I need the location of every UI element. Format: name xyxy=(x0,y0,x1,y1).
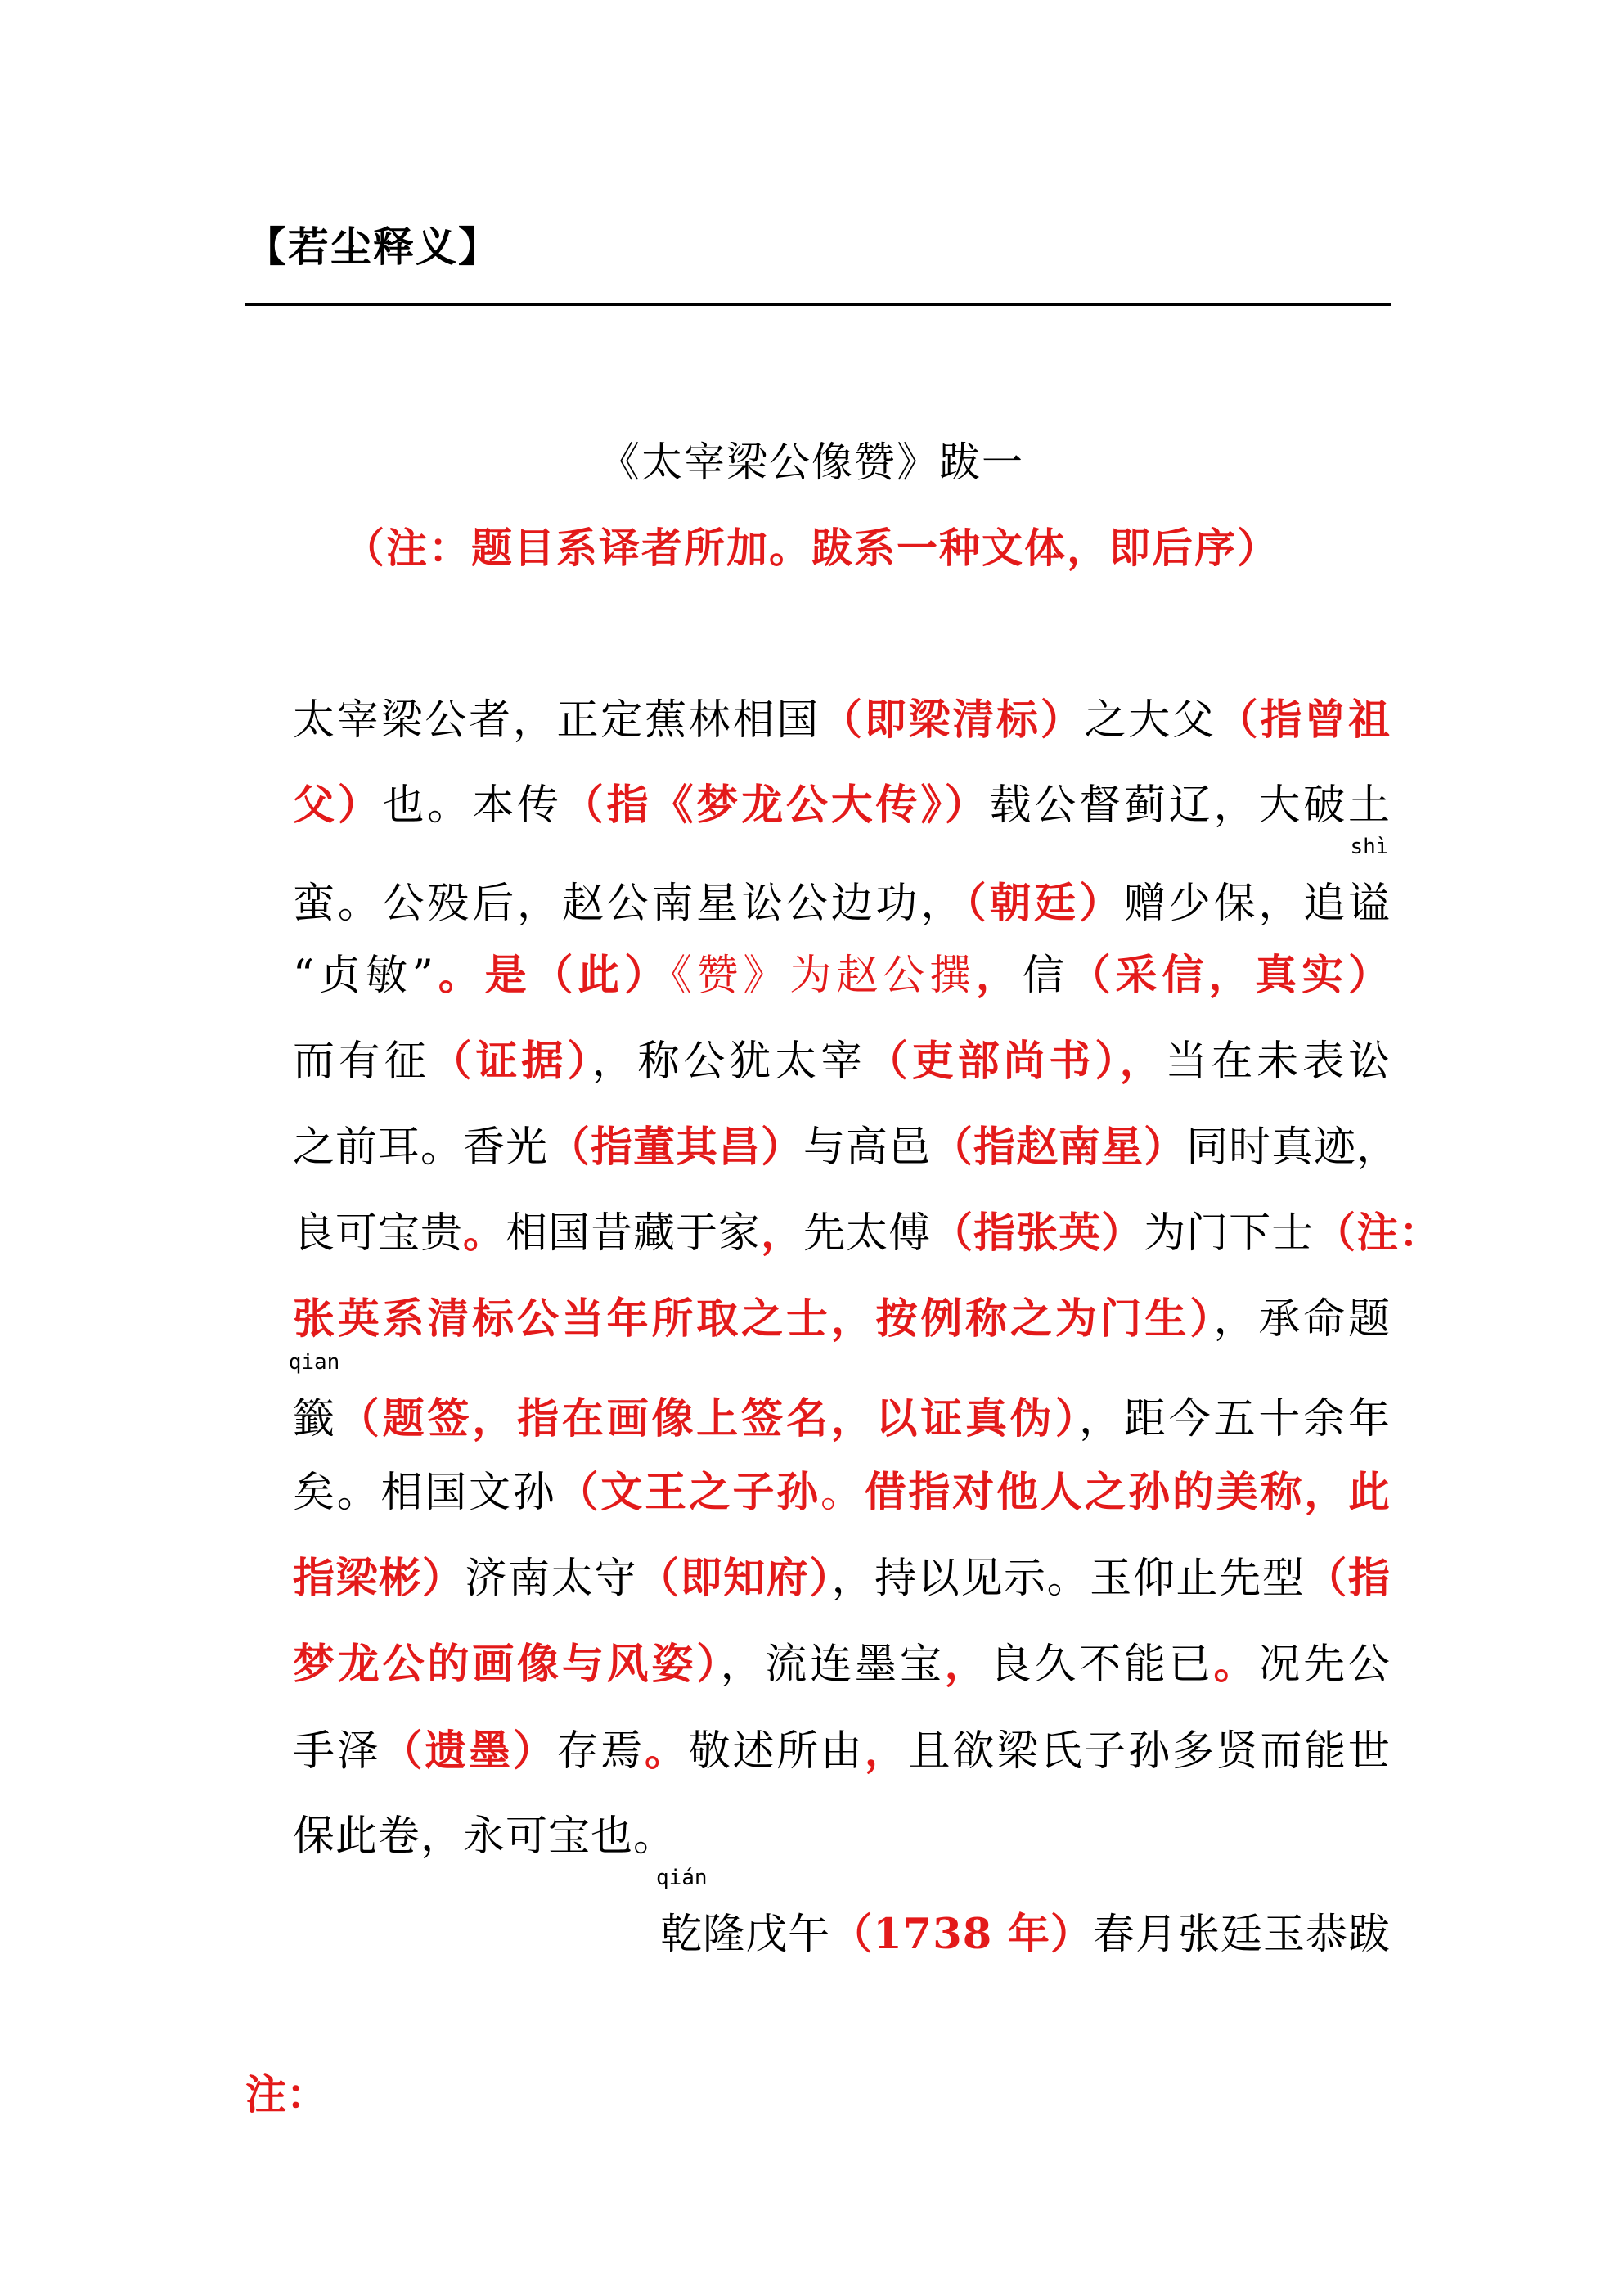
paragraph-line xyxy=(293,1285,1391,1342)
annotation: （题签，指在画像上签名，以证真伪） xyxy=(335,1394,1080,1443)
annotation: （指董其昌） xyxy=(548,1123,804,1172)
annotation: 。是 xyxy=(434,951,532,1000)
annotation: ， xyxy=(761,1209,804,1258)
paragraph-line xyxy=(293,1630,1391,1687)
annotation: （采信，真实） xyxy=(1068,951,1391,1000)
text-span: ，承命题 xyxy=(1213,1295,1391,1344)
text-span: 也。本传 xyxy=(382,781,562,830)
text-span: 当在未表讼 xyxy=(1165,1038,1391,1086)
header-divider xyxy=(245,303,1391,306)
text-span: 况先公 xyxy=(1258,1641,1391,1689)
annotation: （此） xyxy=(531,951,672,1000)
ruby-character xyxy=(288,1350,340,1445)
annotation: （吏部尚书） xyxy=(865,1037,1120,1086)
text-span: 良可宝贵 xyxy=(293,1209,464,1258)
paragraph-line xyxy=(293,1717,1391,1774)
text-span: 为门下士 xyxy=(1144,1209,1315,1258)
note-label: 注： xyxy=(245,2070,327,2118)
annotation: ， xyxy=(944,1640,990,1689)
annotation: ， xyxy=(864,1727,909,1776)
text-span: 相国昔藏于家 xyxy=(506,1209,762,1258)
text-span: 存焉 xyxy=(556,1727,645,1776)
annotation: （即知府） xyxy=(636,1554,832,1603)
text-span: 敬述所由 xyxy=(688,1727,865,1776)
paragraph-line xyxy=(293,1027,1391,1084)
ruby-base: 谥 xyxy=(1347,880,1391,928)
text-span: 春月张廷玉恭跋 xyxy=(1092,1911,1391,1959)
paragraph-line xyxy=(293,835,1391,928)
annotation: （遗墨） xyxy=(380,1727,557,1776)
text-span: 矣。相国文孙 xyxy=(293,1469,557,1517)
ruby-character xyxy=(655,1866,708,1961)
text-span: 隆戊午 xyxy=(703,1911,831,1959)
ruby-base: 籤 xyxy=(293,1395,336,1443)
text-span: 且欲梁氏子孙多贤而能世 xyxy=(908,1727,1391,1776)
text-span: 赠少保，追 xyxy=(1123,880,1348,928)
annotation: （指曾祖 xyxy=(1216,696,1391,745)
paragraph-line xyxy=(293,771,1391,828)
text-span: 与高邑 xyxy=(803,1123,932,1172)
text-span: 保此卷，永可宝也。 xyxy=(293,1812,677,1861)
pinyin-annotation: shì xyxy=(1350,835,1389,859)
annotation: （指赵南星） xyxy=(931,1123,1187,1172)
annotation: 《赞》为赵公撰 xyxy=(671,952,976,1000)
text-span: 之前耳。香光 xyxy=(293,1123,549,1172)
text-span: 太宰梁公者，正定蕉林相国 xyxy=(293,696,820,745)
paragraph-line xyxy=(293,941,1391,998)
text-span: 信 xyxy=(1022,952,1069,1000)
annotation: （朝廷） xyxy=(965,879,1124,928)
section-header: 【若尘释义】 xyxy=(245,223,501,271)
annotation: （指 xyxy=(1305,1554,1391,1603)
annotation: ， xyxy=(975,951,1023,1000)
paragraph-line xyxy=(293,1199,1442,1258)
annotation: 张英系清标公当年所取之士，按例称之为门生） xyxy=(293,1294,1214,1344)
annotation: 指梁彬） xyxy=(293,1554,465,1603)
text-span: “贞敏” xyxy=(293,952,434,1000)
document-subtitle-note: （注：题目系译者所加。跋系一种文体，即后序） xyxy=(344,524,1279,572)
pinyin-annotation: qián xyxy=(655,1866,708,1890)
text-span: ，称公犹太宰 xyxy=(591,1038,866,1086)
annotation: 借指对他人之孙的美称，此 xyxy=(864,1468,1391,1517)
text-span: 济南太守 xyxy=(465,1555,637,1603)
paragraph-line xyxy=(293,1113,1400,1172)
text-span: 同时真迹， xyxy=(1186,1123,1400,1172)
ruby-character xyxy=(1347,835,1391,930)
text-span: 载公督蓟辽，大破土 xyxy=(989,781,1391,830)
paragraph-line xyxy=(293,1802,1391,1859)
annotation: （指《梦龙公大传》） xyxy=(561,781,990,830)
annotation: 父） xyxy=(293,781,383,830)
ruby-base: 乾 xyxy=(660,1911,704,1959)
paragraph-line xyxy=(293,1458,1391,1515)
paragraph-line xyxy=(293,1544,1391,1601)
pinyin-annotation: qian xyxy=(288,1350,340,1375)
annotation: 。 xyxy=(1213,1640,1259,1689)
text-span: 而有征 xyxy=(293,1038,430,1086)
date-annotation: （1738 年） xyxy=(830,1910,1093,1959)
paragraph-line xyxy=(288,1350,1391,1443)
text-span: 蛮。公殁后，赵公南星讼公边功， xyxy=(293,880,966,928)
text-span: ，流连墨宝 xyxy=(720,1641,945,1689)
text-span: 之大父 xyxy=(1084,696,1216,745)
signature-line xyxy=(293,1866,1391,1959)
annotation: 。 xyxy=(644,1727,689,1776)
annotation: （指张英） xyxy=(931,1209,1144,1258)
annotation: （文王之子孙 xyxy=(556,1468,820,1517)
annotation: （即梁清标） xyxy=(820,696,1085,745)
annotation: ， xyxy=(1119,1037,1166,1086)
text-span: 手泽 xyxy=(293,1727,381,1776)
annotation: 。 xyxy=(820,1469,865,1517)
paragraph-line xyxy=(293,686,1391,743)
annotation: 梦龙公的画像与风姿） xyxy=(293,1640,721,1689)
text-span: 先太傅 xyxy=(803,1209,932,1258)
annotation: （证据） xyxy=(429,1037,592,1086)
text-span: 良久不能已 xyxy=(989,1641,1214,1689)
text-span: ，持以见示。玉仰止先型 xyxy=(831,1555,1306,1603)
annotation: 。 xyxy=(463,1209,506,1258)
annotation: （注： xyxy=(1314,1209,1442,1258)
text-span: ，距今五十余年 xyxy=(1079,1395,1391,1443)
document-title: 《太宰梁公像赞》跋一 xyxy=(599,439,1024,486)
